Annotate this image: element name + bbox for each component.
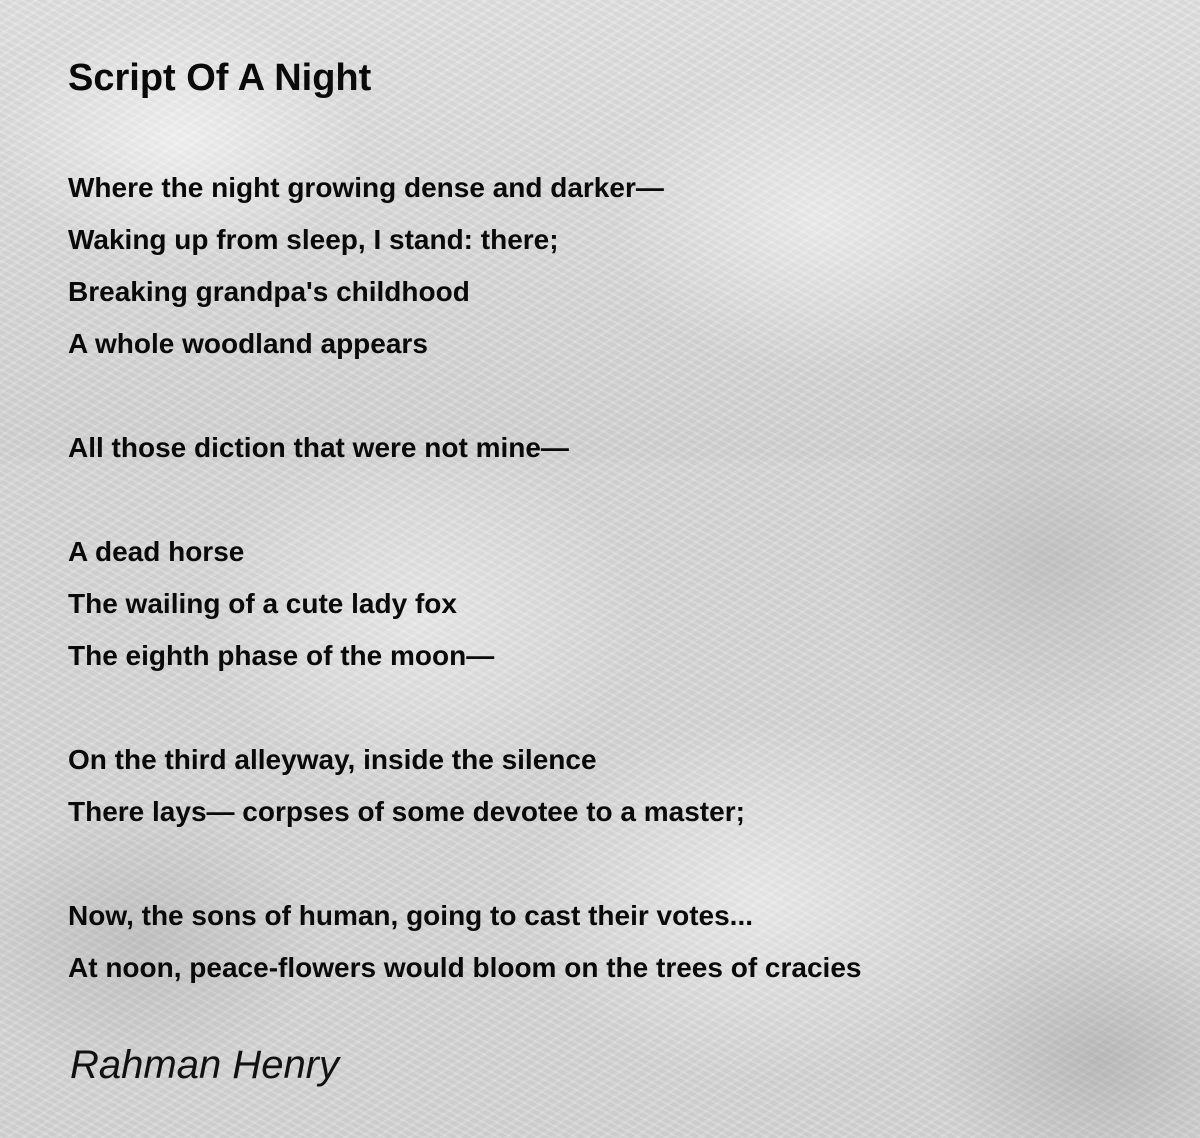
poem-line: On the third alleyway, inside the silence [68, 744, 597, 775]
poem-line: All those diction that were not mine— [68, 432, 569, 463]
poem-title: Script Of A Night [68, 57, 372, 99]
poem-author: Rahman Henry [70, 1043, 340, 1087]
stanza-3 [68, 526, 1148, 682]
poem-line: A whole woodland appears [68, 328, 428, 359]
poem-line: At noon, peace-flowers would bloom on the trees of cracies [68, 952, 862, 983]
poem-line: A dead horse [68, 536, 245, 567]
poem-line: Where the night growing dense and darker— [68, 172, 664, 203]
stanza-4 [68, 734, 1148, 838]
poem-line: The wailing of a cute lady fox [68, 588, 457, 619]
poem-line: Breaking grandpa's childhood [68, 276, 470, 307]
stanza-2 [68, 422, 1148, 474]
poem-line: There lays— corpses of some devotee to a master; [68, 796, 745, 827]
poem-line: Waking up from sleep, I stand: there; [68, 224, 559, 255]
poem-line: The eighth phase of the moon— [68, 640, 495, 671]
stanza-5 [68, 890, 1148, 994]
poem-container [68, 56, 1148, 1046]
poem-line: Now, the sons of human, going to cast their votes... [68, 900, 754, 931]
poem-body [68, 162, 1148, 994]
stanza-1 [68, 162, 1148, 370]
